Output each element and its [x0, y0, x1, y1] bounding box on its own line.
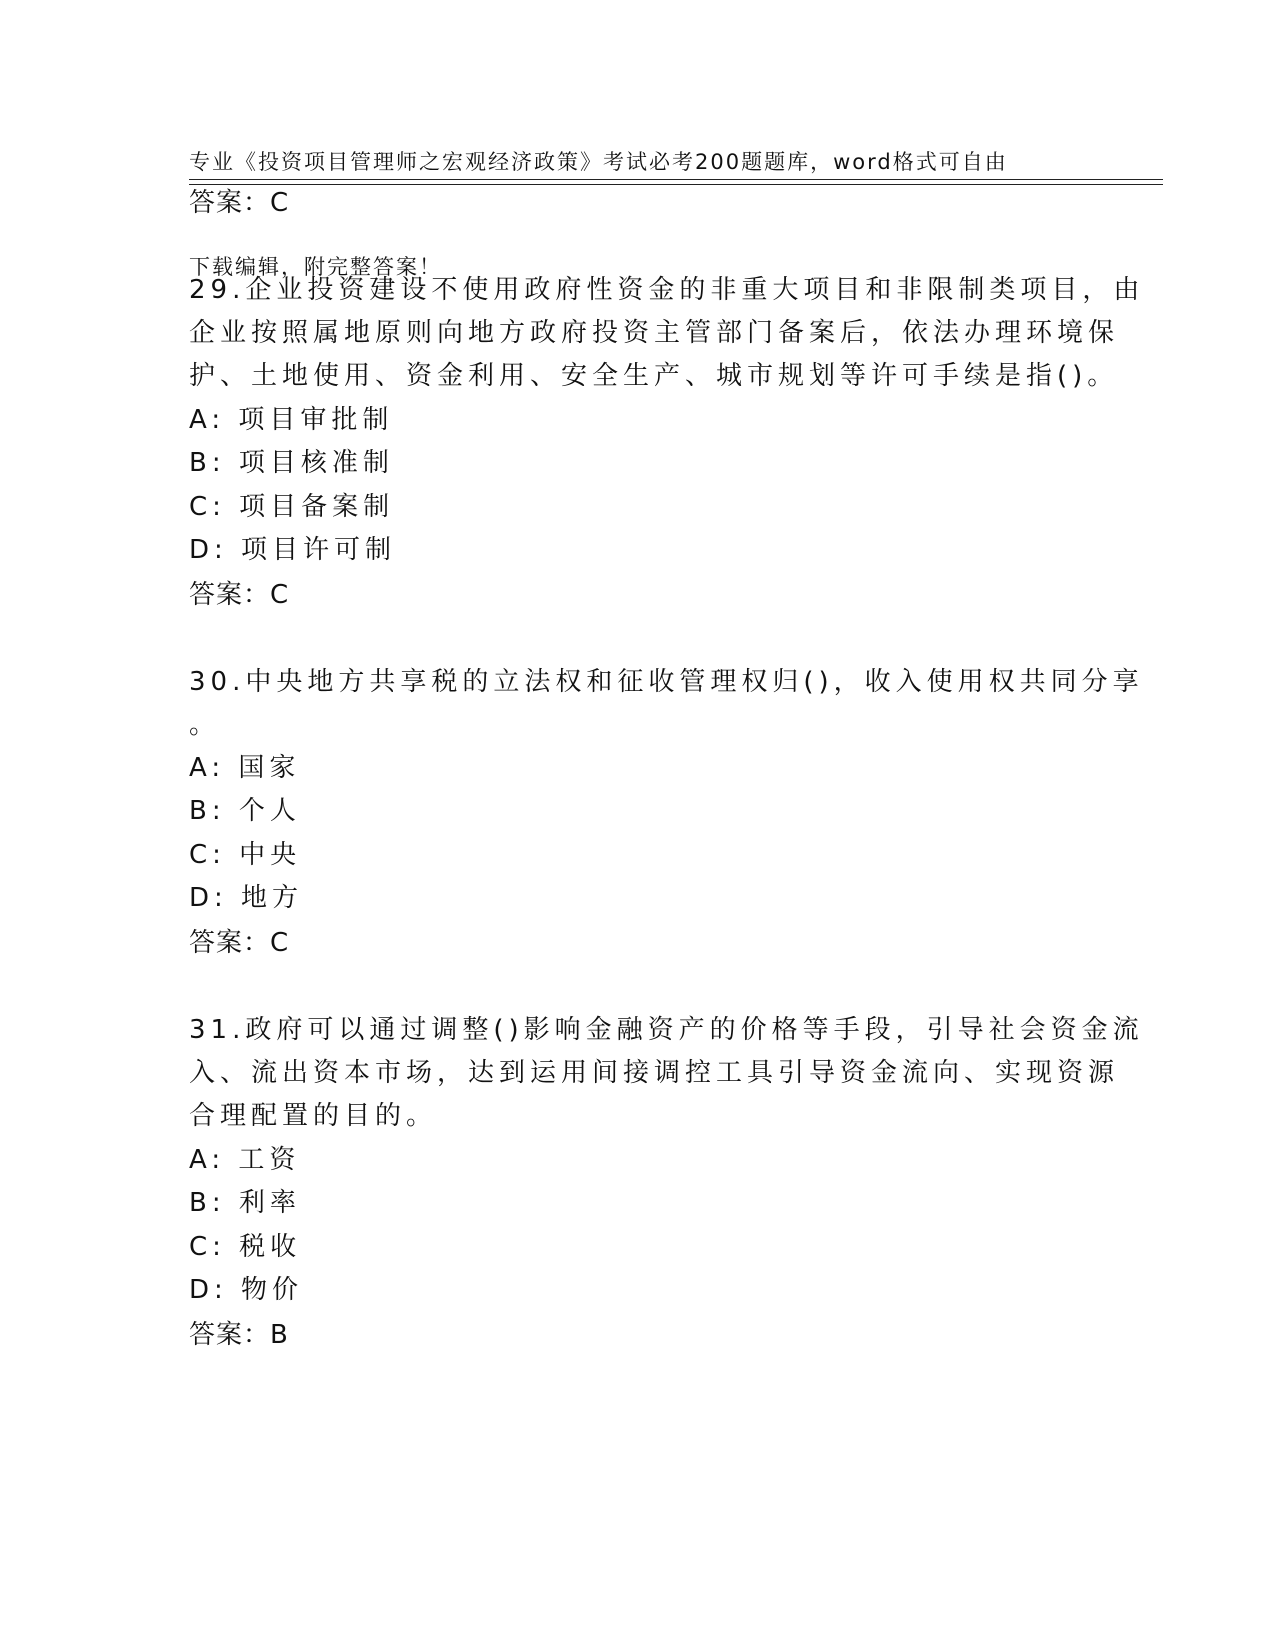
question-31-line-1 [189, 1008, 1144, 1053]
question-30-line-2: 。 [189, 710, 221, 740]
question-31-answer: 答案：B [189, 1320, 289, 1350]
question-29-option-a: A: 项目审批制 [189, 405, 394, 435]
question-29-line-1 [189, 268, 1145, 313]
question-31-text-1: 政府可以通过调整()影响金融资产的价格等手段，引导社会资金流 [245, 1015, 1144, 1045]
header-divider-top [189, 179, 1163, 180]
question-30-option-a: A: 国家 [189, 753, 301, 783]
question-29-option-d: D: 项目许可制 [189, 535, 397, 565]
question-29-line-2: 企业按照属地原则向地方政府投资主管部门备案后，依法办理环境保 [189, 318, 1120, 348]
question-31-option-c: C: 税收 [189, 1232, 302, 1262]
answer-28: 答案：C [189, 188, 290, 218]
question-29-text-1: 企业投资建设不使用政府性资金的非重大项目和非限制类项目，由 [245, 275, 1145, 305]
question-29-option-c: C: 项目备案制 [189, 492, 395, 522]
question-29-option-b: B: 项目核准制 [189, 448, 394, 478]
question-30-answer: 答案：C [189, 928, 290, 958]
question-31-number: 31. [189, 1015, 246, 1045]
question-31-line-3: 合理配置的目的。 [189, 1101, 438, 1131]
question-30-option-b: B: 个人 [189, 796, 301, 826]
question-30-line-1 [189, 660, 1144, 705]
question-29-line-3: 护、土地使用、资金利用、安全生产、城市规划等许可手续是指()。 [189, 361, 1119, 391]
question-30-option-c: C: 中央 [189, 840, 302, 870]
question-29-number: 29. [189, 275, 246, 305]
question-31-option-a: A: 工资 [189, 1145, 301, 1175]
question-29-answer: 答案：C [189, 580, 290, 610]
question-30-number: 30. [189, 667, 246, 697]
question-31-option-d: D: 物价 [189, 1275, 304, 1305]
question-30-text-1: 中央地方共享税的立法权和征收管理权归()，收入使用权共同分享 [245, 667, 1144, 697]
header-line-2: 下载编辑，附完整答案！ [189, 255, 442, 279]
question-31-line-2: 入、流出资本市场，达到运用间接调控工具引导资金流向、实现资源 [189, 1058, 1120, 1088]
header-line-1: 专业《投资项目管理师之宏观经济政策》考试必考200题题库，word格式可自由 [189, 150, 1008, 174]
question-30-option-d: D: 地方 [189, 883, 304, 913]
question-31-option-b: B: 利率 [189, 1188, 301, 1218]
